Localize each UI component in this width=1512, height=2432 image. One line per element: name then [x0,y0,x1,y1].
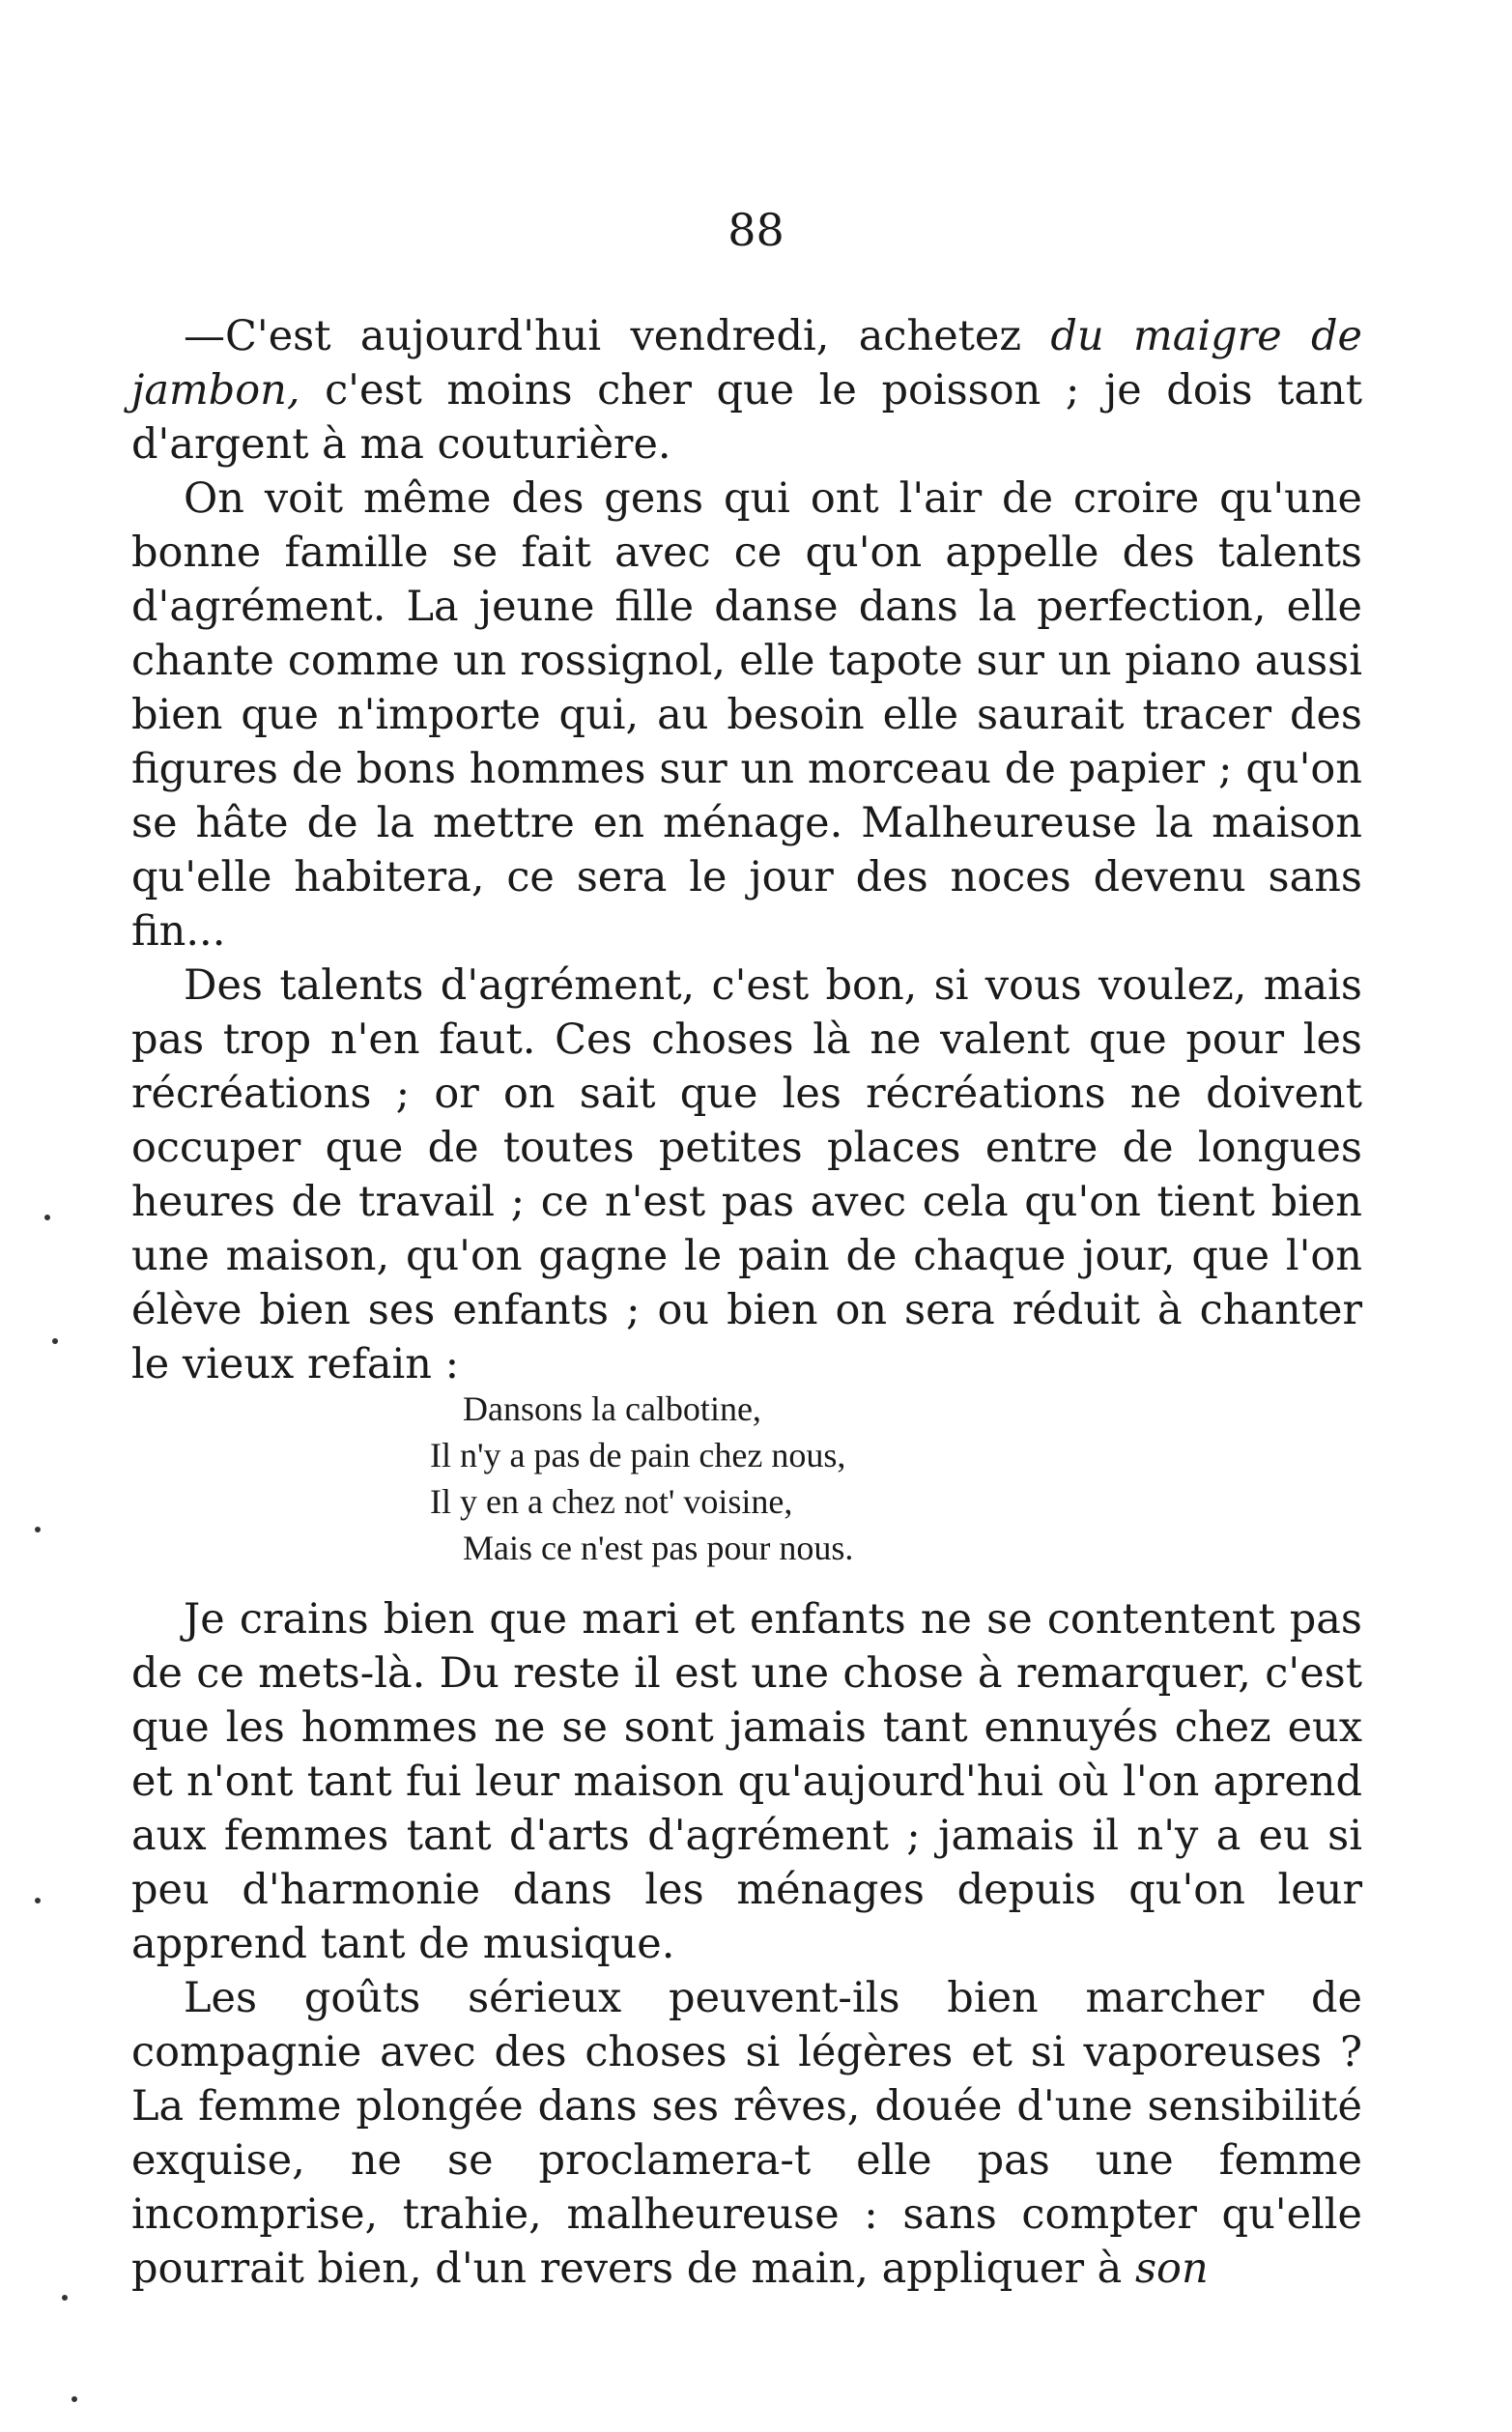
paragraph [131,1971,1362,2296]
text-block-top [131,309,1362,1391]
paragraph: Des talents d'agrément, c'est bon, si vous voulez, mais pas trop n'en faut. Ces choses là ne valent que pour les récréations ; or on sait que les récréations ne doivent occuper que de toutes petites places entre de longues heures de travail ; ce n'est pas avec cela qu'on tient bien une maison, qu'on gagne le pain de chaque jour, que l'on élève bien ses enfants ; ou bien on sera réduit à chanter le vieux refain : [131,961,1362,1388]
paragraph [131,309,1362,472]
text-block-bottom [131,1592,1362,2296]
verse-line: Dansons la calbotine, [463,1389,761,1428]
margin-speck [44,1215,50,1220]
page-number: 88 [727,204,785,256]
verse-line: Mais ce n'est pas pour nous. [463,1529,854,1567]
paragraph: On voit même des gens qui ont l'air de croire qu'une bonne famille se fait avec ce qu'on appelle des talents d'agrément. La jeune fille danse dans la perfection, elle chante comme un rossignol, elle tapote sur un piano aussi bien que n'importe qui, au besoin elle saurait tracer des figures de bons hommes sur un morceau de papier ; qu'on se hâte de la mettre en ménage. Malheureuse la maison qu'elle habitera, ce sera le jour des noces devenu sans fin... [131,474,1362,956]
margin-speck [62,2295,68,2301]
paragraph-text: c'est moins cher que le poisson ; je dois tant d'argent à ma couturière. [131,366,1362,469]
margin-speck [52,1338,58,1344]
margin-speck [35,1898,41,1903]
verse-line: Il y en a chez not' voisine, [430,1482,793,1521]
italic-phrase: du maigre de jambon, [131,312,1362,415]
verse-line: Il n'y a pas de pain chez nous, [430,1436,846,1474]
verse-quotation [430,1386,1203,1571]
paragraph-text: Les goûts sérieux peuvent-ils bien marcher de compagnie avec des choses si légères et si vaporeuses ? La femme plongée dans ses rêves, douée d'une sensibilité exquise, ne se proclamera-t elle pas une femme incomprise, trahie, malheureuse : sans compter qu'elle pourrait bien, d'un revers de main, appliquer à [131,1974,1362,2293]
margin-speck [35,1527,41,1532]
italic-phrase: son [1134,2245,1209,2293]
paragraph-text: —C'est aujourd'hui vendredi, achetez [184,312,1051,360]
margin-speck [71,2396,77,2402]
paragraph: Je crains bien que mari et enfants ne se contentent pas de ce mets-là. Du reste il est une chose à remarquer, c'est que les hommes ne se sont jamais tant ennuyés chez eux et n'ont tant fui leur maison qu'aujourd'hui où l'on aprend aux femmes tant d'arts d'agrément ; jamais il n'y a eu si peu d'harmonie dans les ménages depuis qu'on leur apprend tant de musique. [131,1595,1362,1968]
